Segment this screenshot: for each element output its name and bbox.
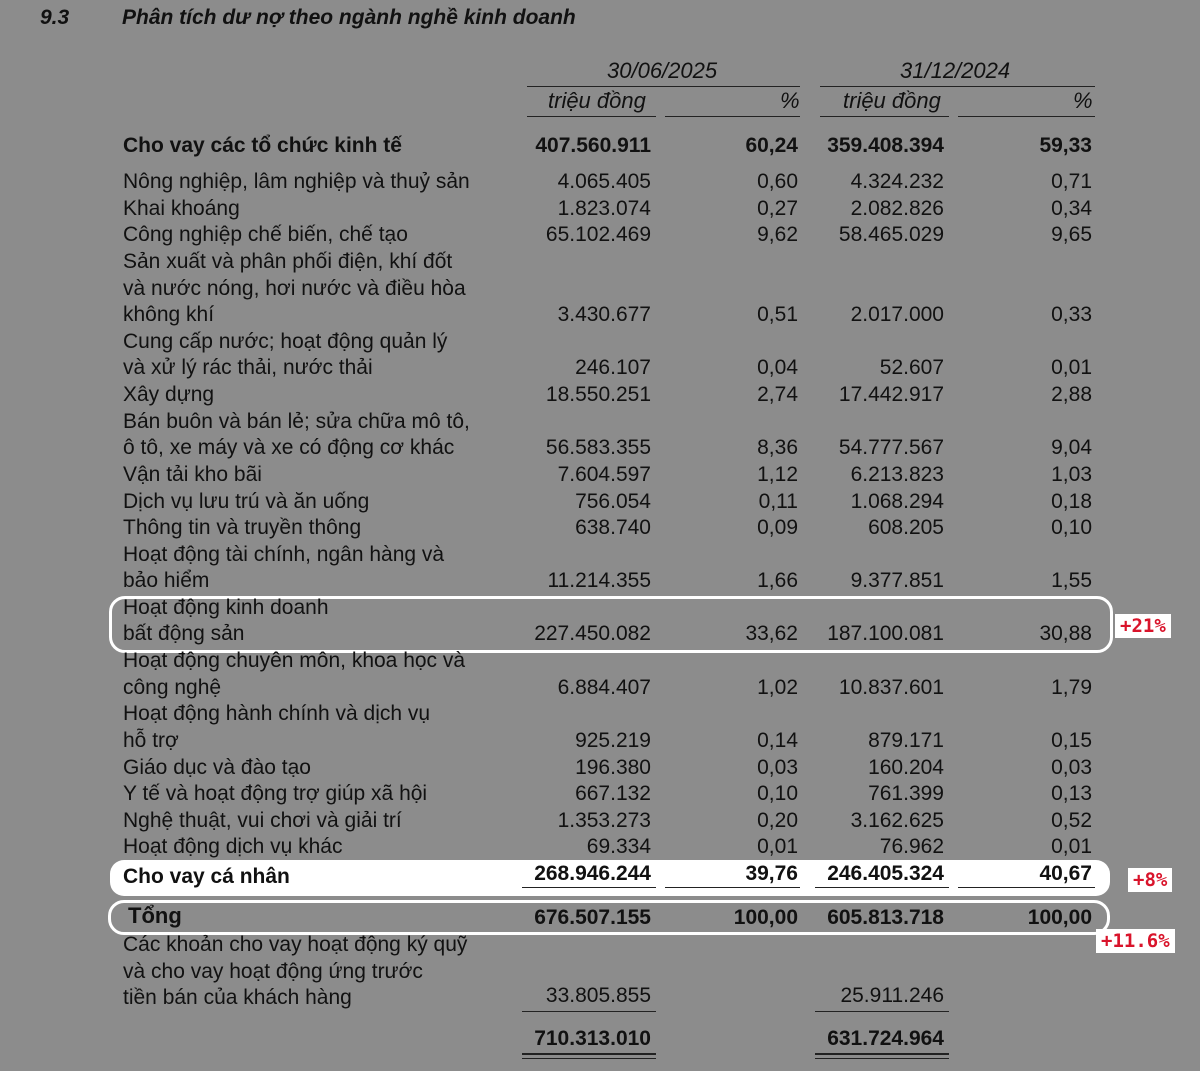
grand-total-double-rule-1b (522, 1058, 656, 1059)
pct-2024: 9,04 (1051, 436, 1092, 459)
pct-2024: 0,01 (1051, 356, 1092, 379)
pct-2024: 0,13 (1051, 782, 1092, 805)
value-2024: 10.837.601 (838, 676, 944, 699)
pct-2024: 0,71 (1051, 170, 1092, 193)
pct-2024: 0,01 (1051, 835, 1092, 858)
value-2024: 6.213.823 (850, 463, 944, 486)
value-2025: 1.353.273 (557, 809, 651, 832)
row-label: Nông nghiệp, lâm nghiệp và thuỷ sản (123, 170, 470, 193)
pct-2025: 100,00 (733, 906, 798, 929)
value-2024: 2.017.000 (850, 303, 944, 326)
subtotal-rule-2 (665, 887, 800, 888)
row-label: Sản xuất và phân phối điện, khí đốt (123, 250, 453, 273)
date-header-2024: 31/12/2024 (900, 58, 1011, 83)
value-2025: 18.550.251 (545, 383, 651, 406)
value-2024: 359.408.394 (827, 134, 944, 157)
pct-2025: 1,66 (757, 569, 798, 592)
value-2025: 11.214.355 (547, 569, 651, 592)
value-2024: 58.465.029 (838, 223, 944, 246)
row-label: Cho vay cá nhân (123, 865, 290, 888)
subtotal-rule-1 (522, 887, 656, 888)
row-label: Công nghiệp chế biến, chế tạo (123, 223, 408, 246)
value-2024: 54.777.567 (838, 436, 944, 459)
row-label: Vận tải kho bãi (123, 463, 262, 486)
pct-2025: 0,04 (757, 356, 798, 379)
row-label: Hoạt động tài chính, ngân hàng và (123, 543, 445, 566)
date-header-2025: 30/06/2025 (607, 58, 718, 83)
value-2025: 227.450.082 (534, 622, 651, 645)
value-2025: 3.430.677 (557, 303, 651, 326)
pct-2025: 0,20 (757, 809, 798, 832)
pct-2025: 0,11 (758, 490, 798, 513)
row-label: không khí (123, 303, 215, 326)
pct-2024: 9,65 (1051, 223, 1092, 246)
value-2024: 1.068.294 (850, 490, 944, 513)
value-2024: 4.324.232 (850, 170, 944, 193)
pct-2025: 9,62 (757, 223, 798, 246)
pct-2024: 0,52 (1051, 809, 1092, 832)
unit-amount-2024: triệu đồng (843, 88, 941, 113)
value-2024: 9.377.851 (850, 569, 944, 592)
pct-2025: 0,03 (757, 756, 798, 779)
row-label: Xây dựng (123, 383, 215, 406)
pct-2025: 0,01 (757, 835, 798, 858)
pct-2025: 0,51 (757, 303, 798, 326)
row-label: Hoạt động hành chính và dịch vụ (123, 702, 431, 725)
pct-2025: 39,76 (745, 862, 798, 885)
value-2025: 69.334 (586, 835, 651, 858)
pct-2024: 30,88 (1039, 622, 1092, 645)
value-2024: 608.205 (868, 516, 944, 539)
value-2025: 756.054 (575, 490, 651, 513)
pct-2024: 2,88 (1051, 383, 1092, 406)
date-underline-2024 (820, 86, 1095, 87)
value-2025: 6.884.407 (557, 676, 651, 699)
pct-2024: 0,10 (1051, 516, 1092, 539)
value-2024: 76.962 (879, 835, 944, 858)
section-number: 9.3 (40, 6, 70, 29)
value-2024: 17.442.917 (838, 383, 944, 406)
pct-2024: 0,15 (1051, 729, 1092, 752)
individual-growth-badge: +8% (1128, 868, 1172, 892)
value-2024: 246.405.324 (827, 862, 944, 885)
value-2024: 52.607 (879, 356, 944, 379)
value-2024: 160.204 (868, 756, 944, 779)
row-label: Các khoản cho vay hoạt động ký quỹ (123, 933, 468, 956)
grand-total-2025: 710.313.010 (534, 1027, 651, 1050)
unit-pct-2025: % (780, 88, 800, 113)
value-2024: 3.162.625 (850, 809, 944, 832)
value-2024: 2.082.826 (850, 197, 944, 220)
pct-2025: 8,36 (757, 436, 798, 459)
pct-2024: 40,67 (1039, 862, 1092, 885)
row-label: Hoạt động kinh doanh (123, 596, 329, 619)
row-label: Nghệ thuật, vui chơi và giải trí (123, 809, 402, 832)
pct-2025: 33,62 (745, 622, 798, 645)
unit-underline-2 (665, 116, 800, 117)
value-2025: 268.946.244 (534, 862, 651, 885)
row-label: Y tế và hoạt động trợ giúp xã hội (123, 782, 428, 805)
value-2024: 605.813.718 (827, 906, 944, 929)
row-label: và cho vay hoạt động ứng trước (123, 960, 423, 983)
value-2025: 7.604.597 (557, 463, 651, 486)
unit-underline-3 (820, 116, 949, 117)
grand-total-double-rule-2a (815, 1053, 949, 1055)
pct-2025: 1,12 (757, 463, 798, 486)
date-underline-2025 (527, 86, 800, 87)
pct-2025: 0,09 (757, 516, 798, 539)
value-2025: 667.132 (575, 782, 651, 805)
pct-2024: 100,00 (1027, 906, 1092, 929)
value-2025: 56.583.355 (545, 436, 651, 459)
value-2025: 676.507.155 (534, 906, 651, 929)
pct-2024: 59,33 (1039, 134, 1092, 157)
row-label: Tổng (128, 903, 182, 928)
pct-2025: 1,02 (757, 676, 798, 699)
row-label: công nghệ (123, 676, 222, 699)
grand-rule-1 (522, 1011, 656, 1012)
row-label: hỗ trợ (123, 729, 179, 752)
value-2025: 407.560.911 (535, 134, 651, 157)
value-2025: 33.805.855 (545, 984, 651, 1007)
row-label: Hoạt động dịch vụ khác (123, 835, 343, 858)
row-label: Dịch vụ lưu trú và ăn uống (123, 490, 370, 513)
pct-2024: 0,03 (1051, 756, 1092, 779)
section-title: Phân tích dư nợ theo ngành nghề kinh doanh (122, 6, 576, 29)
value-2025: 638.740 (575, 516, 651, 539)
row-label: ô tô, xe máy và xe có động cơ khác (123, 436, 455, 459)
value-2024: 761.399 (868, 782, 944, 805)
value-2024: 879.171 (868, 729, 944, 752)
pct-2024: 0,18 (1051, 490, 1092, 513)
pct-2025: 60,24 (745, 134, 798, 157)
pct-2025: 0,10 (757, 782, 798, 805)
pct-2024: 1,79 (1051, 676, 1092, 699)
grand-total-double-rule-1a (522, 1053, 656, 1055)
pct-2025: 0,27 (757, 197, 798, 220)
row-label: Khai khoáng (123, 197, 240, 220)
pct-2024: 1,55 (1051, 569, 1092, 592)
row-label: Giáo dục và đào tạo (123, 756, 311, 779)
value-2025: 246.107 (575, 356, 651, 379)
value-2025: 196.380 (575, 756, 651, 779)
grand-total-double-rule-2b (815, 1058, 949, 1059)
value-2025: 65.102.469 (545, 223, 651, 246)
row-label: Bán buôn và bán lẻ; sửa chữa mô tô, (123, 410, 470, 433)
pct-2024: 0,33 (1051, 303, 1092, 326)
grand-rule-2 (815, 1011, 949, 1012)
unit-underline-4 (958, 116, 1095, 117)
row-label: Hoạt động chuyên môn, khoa học và (123, 649, 466, 672)
subtotal-rule-3 (815, 887, 949, 888)
value-2024: 25.911.246 (840, 984, 944, 1007)
total-growth-badge: +11.6% (1096, 929, 1175, 953)
pct-2024: 1,03 (1051, 463, 1092, 486)
value-2025: 1.823.074 (557, 197, 651, 220)
pct-2025: 0,14 (757, 729, 798, 752)
subtotal-rule-4 (958, 887, 1095, 888)
grand-total-2024: 631.724.964 (827, 1027, 944, 1050)
unit-underline-1 (527, 116, 656, 117)
unit-pct-2024: % (1073, 88, 1093, 113)
value-2024: 187.100.081 (827, 622, 944, 645)
row-label: Cung cấp nước; hoạt động quản lý (123, 330, 448, 353)
row-label: và xử lý rác thải, nước thải (123, 356, 373, 379)
pct-2024: 0,34 (1051, 197, 1092, 220)
row-label: Cho vay các tổ chức kinh tế (123, 134, 402, 157)
pct-2025: 2,74 (757, 383, 798, 406)
row-label: Thông tin và truyền thông (123, 516, 362, 539)
pct-2025: 0,60 (757, 170, 798, 193)
unit-amount-2025: triệu đồng (548, 88, 646, 113)
row-label: tiền bán của khách hàng (123, 986, 352, 1009)
value-2025: 4.065.405 (557, 170, 651, 193)
row-label: bảo hiểm (123, 569, 210, 592)
row-label: bất động sản (123, 622, 245, 645)
real-estate-growth-badge: +21% (1115, 614, 1171, 638)
value-2025: 925.219 (575, 729, 651, 752)
row-label: và nước nóng, hơi nước và điều hòa (123, 277, 466, 300)
